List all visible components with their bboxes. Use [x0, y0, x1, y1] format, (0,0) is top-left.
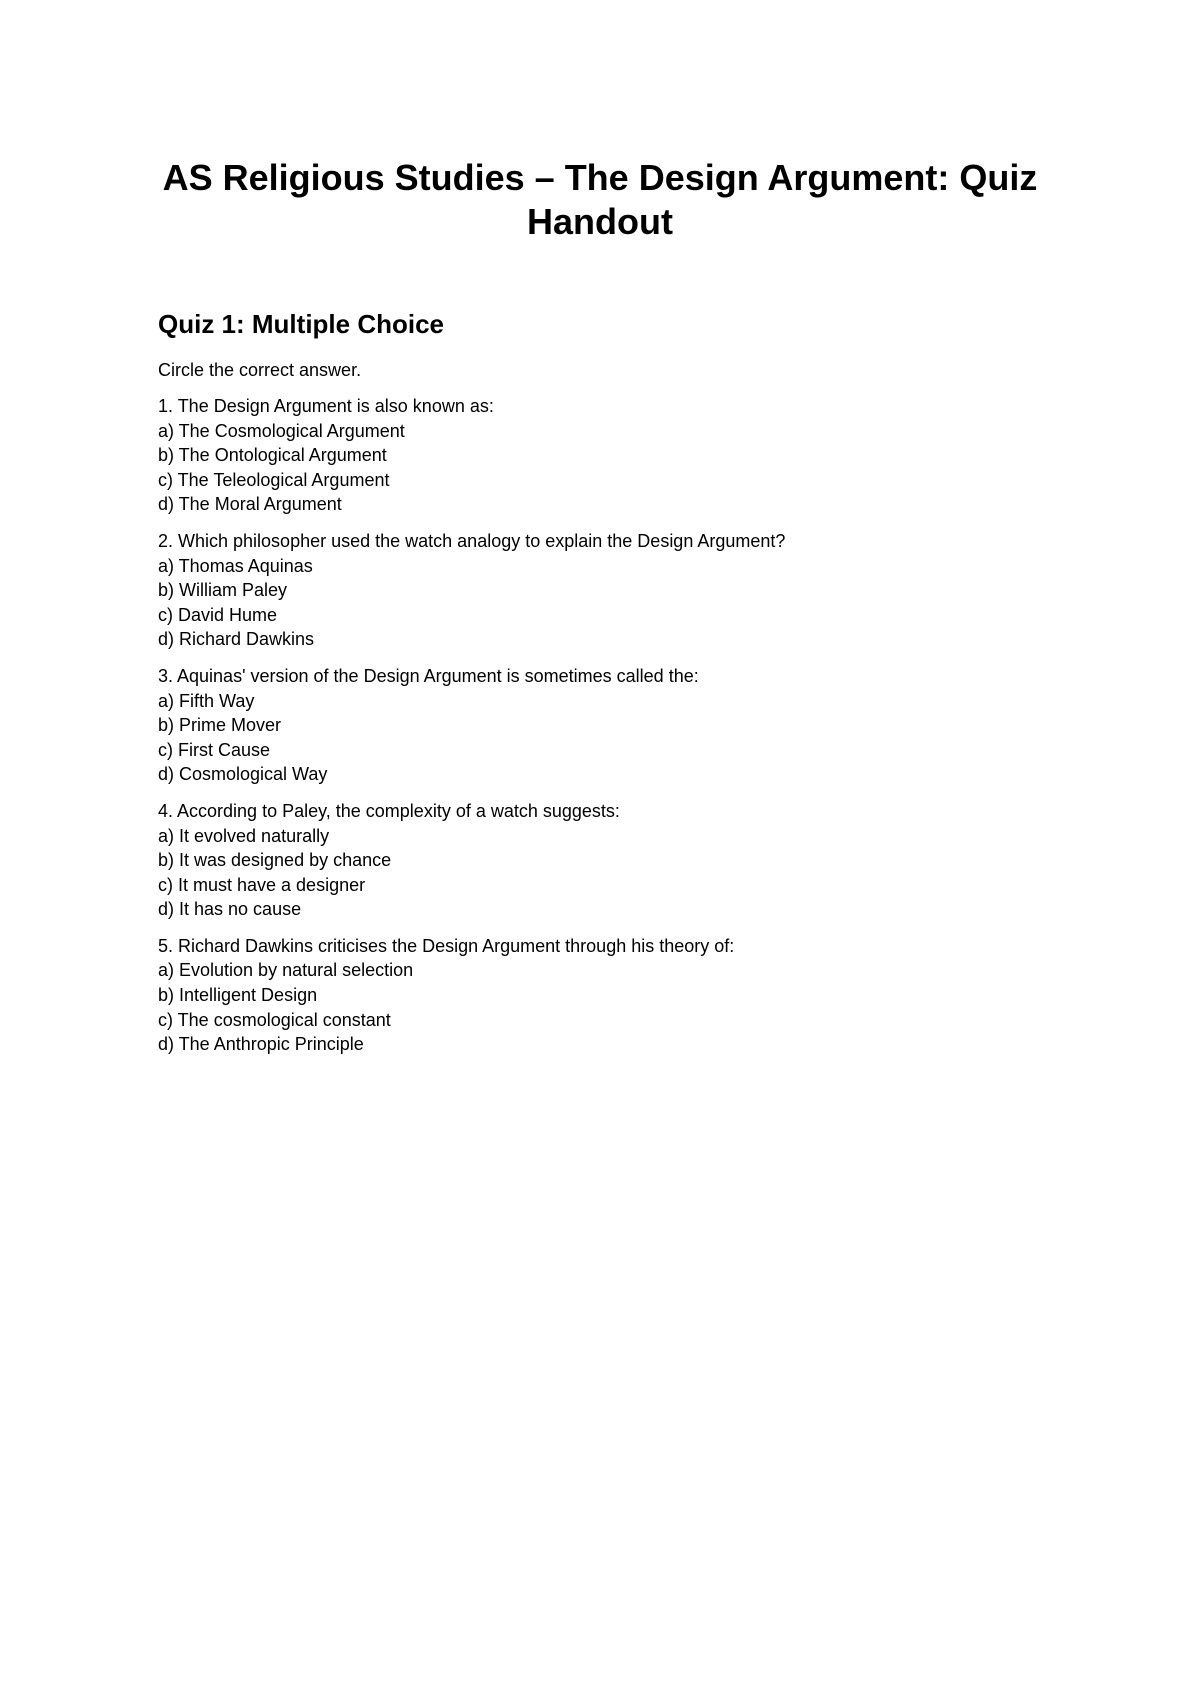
question-3: [158, 664, 1078, 787]
question-3-option-b: b) Prime Mover: [158, 715, 282, 736]
question-4-option-c: c) It must have a designer: [158, 874, 366, 895]
question-3-option-c: c) First Cause: [158, 739, 271, 760]
question-5-option-a: a) Evolution by natural selection: [158, 960, 414, 981]
question-4-text: 4. According to Paley, the complexity of a watch suggests:: [158, 800, 620, 821]
question-1-option-b: b) The Ontological Argument: [158, 445, 387, 466]
question-3-option-d: d) Cosmological Way: [158, 764, 328, 785]
question-4-option-a: a) It evolved naturally: [158, 825, 330, 846]
quiz-heading: Quiz 1: Multiple Choice: [158, 309, 445, 339]
question-5-option-b: b) Intelligent Design: [158, 985, 318, 1006]
question-5-option-c: c) The cosmological constant: [158, 1009, 391, 1030]
question-2: [158, 529, 1078, 652]
question-2-option-d: d) Richard Dawkins: [158, 629, 315, 650]
question-1-option-d: d) The Moral Argument: [158, 494, 342, 515]
question-1-option-c: c) The Teleological Argument: [158, 469, 390, 490]
question-2-option-c: c) David Hume: [158, 604, 278, 625]
question-1: [158, 394, 1078, 517]
question-1-option-a: a) The Cosmological Argument: [158, 420, 405, 441]
question-2-option-a: a) Thomas Aquinas: [158, 555, 313, 576]
question-2-option-b: b) William Paley: [158, 580, 288, 601]
question-4: [158, 799, 1078, 922]
question-5-option-d: d) The Anthropic Principle: [158, 1034, 364, 1055]
question-5-text: 5. Richard Dawkins criticises the Design Argument through his theory of:: [158, 935, 735, 956]
question-4-option-b: b) It was designed by chance: [158, 850, 392, 871]
document-title: AS Religious Studies – The Design Argument: Quiz Handout: [162, 157, 1038, 242]
question-3-option-a: a) Fifth Way: [158, 690, 255, 711]
question-5: [158, 934, 1078, 1057]
question-4-option-d: d) It has no cause: [158, 899, 302, 920]
question-1-text: 1. The Design Argument is also known as:: [158, 396, 494, 416]
quiz-instruction: Circle the correct answer.: [158, 360, 362, 380]
question-list: [158, 394, 1078, 1069]
question-3-text: 3. Aquinas' version of the Design Argument is sometimes called the:: [158, 665, 699, 686]
question-2-text: 2. Which philosopher used the watch analogy to explain the Design Argument?: [158, 530, 786, 551]
